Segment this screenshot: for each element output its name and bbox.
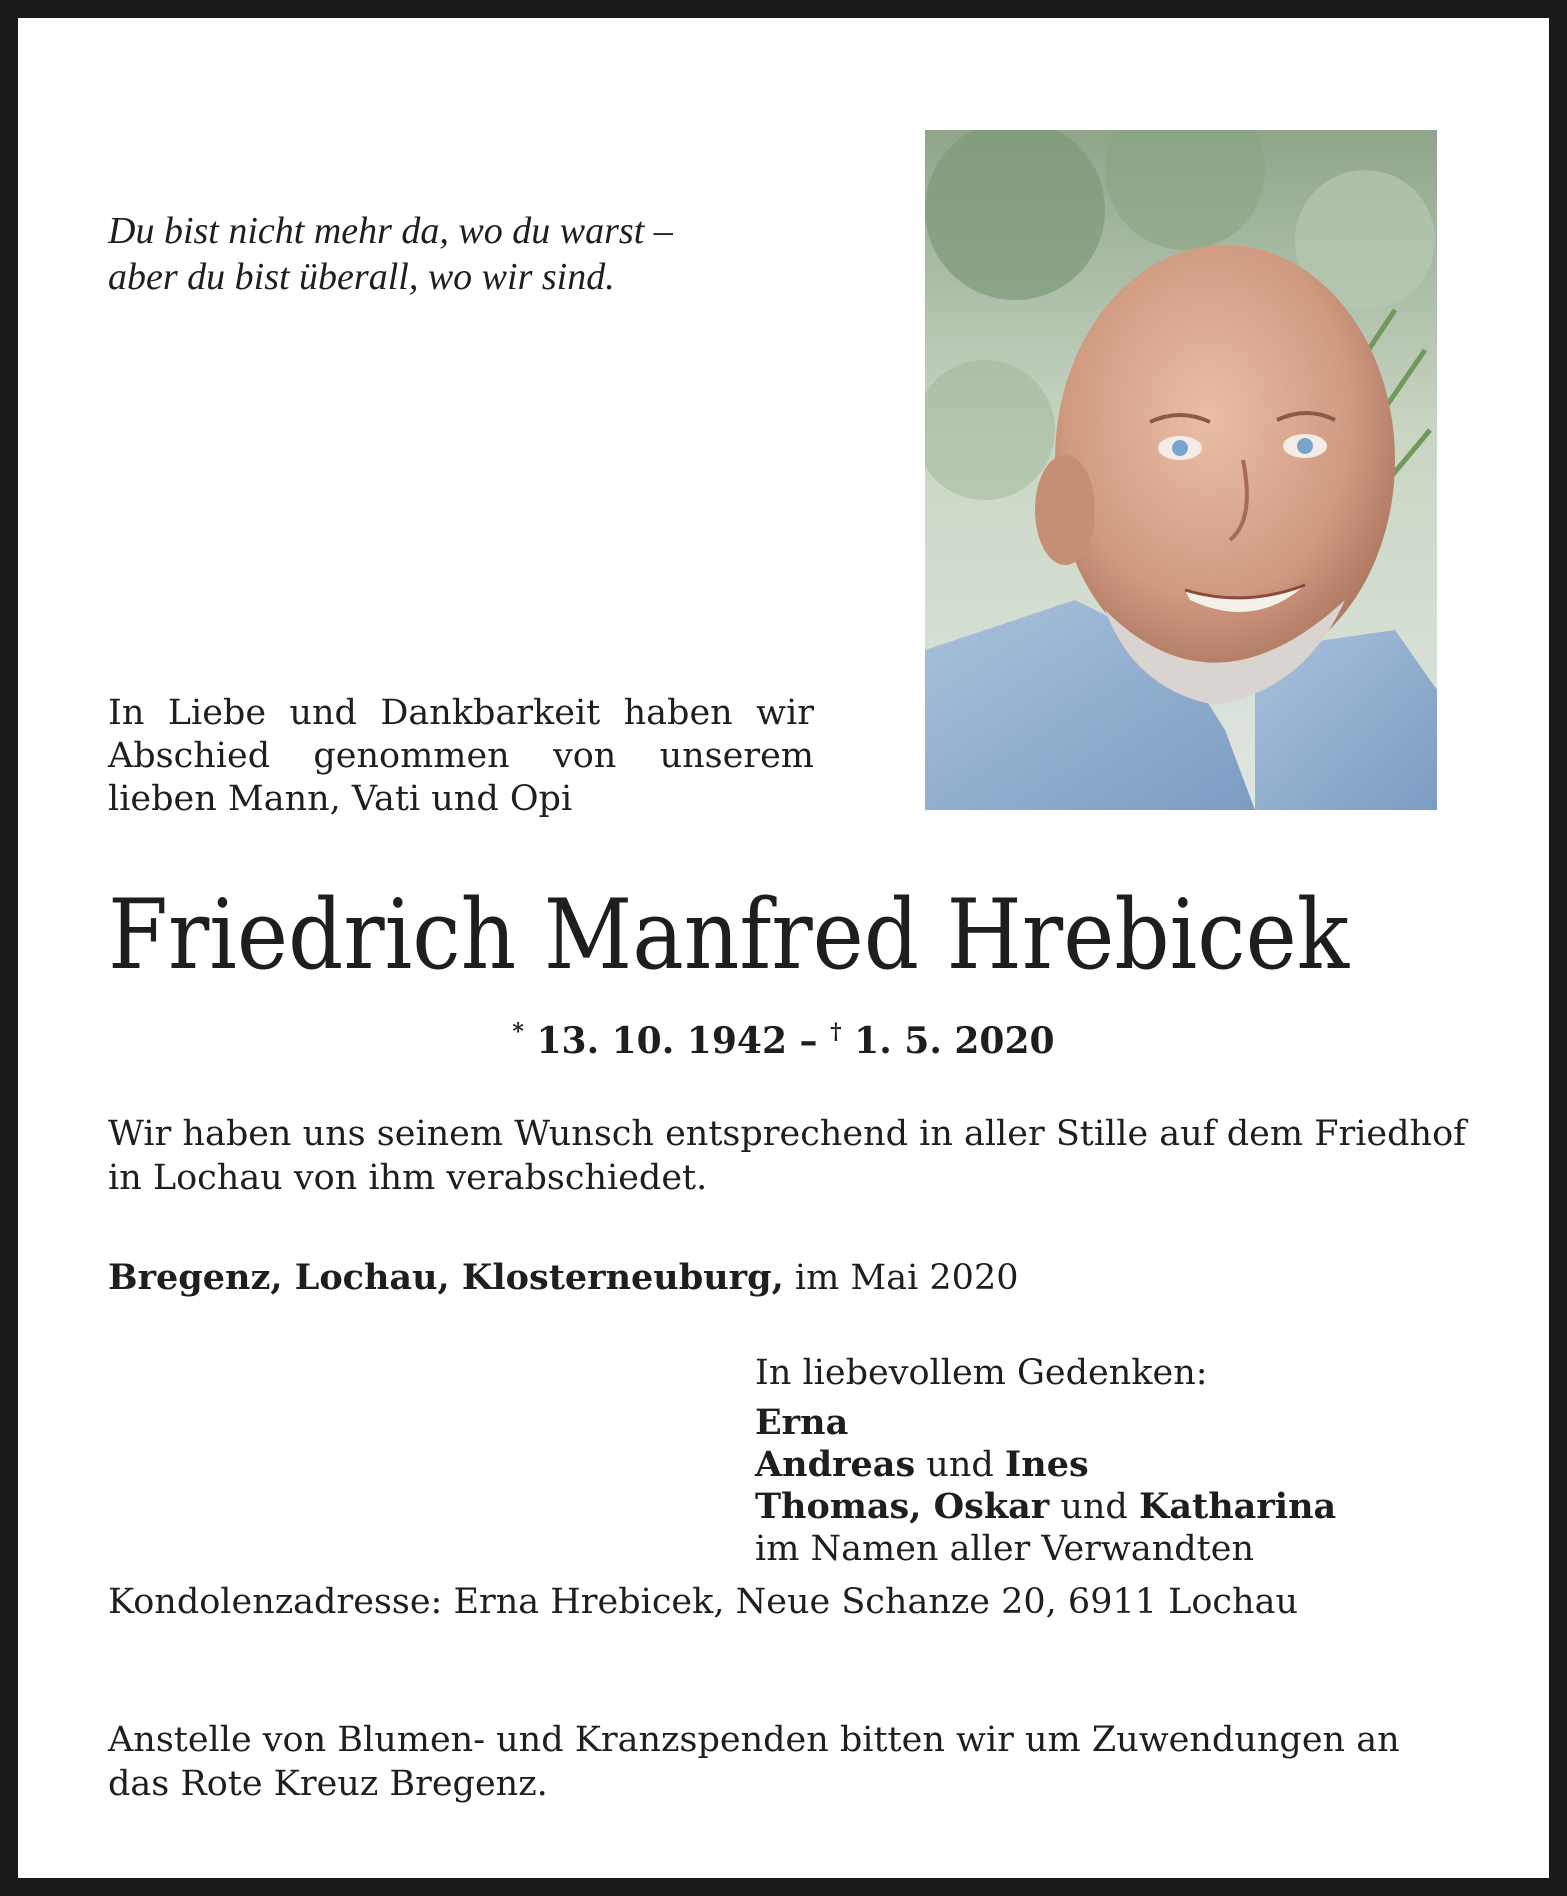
mourner-name: Andreas (755, 1444, 916, 1485)
mourner-line-3 (755, 1486, 1455, 1528)
death-symbol: † (830, 1019, 842, 1045)
date-separator: – (799, 1020, 818, 1062)
places: Bregenz, Lochau, Klosterneuburg, (108, 1257, 784, 1298)
conjunction: und (915, 1445, 1005, 1485)
quote-line-1: Du bist nicht mehr da, wo du warst – (108, 210, 673, 252)
mourner-name: Thomas, Oskar (755, 1486, 1050, 1527)
birth-date: 13. 10. 1942 (536, 1020, 787, 1062)
mourners-relatives: im Namen aller Verwandten (755, 1529, 1254, 1569)
mourner-line-1 (755, 1402, 1455, 1444)
mourner-name: Ines (1004, 1444, 1089, 1485)
life-dates (0, 1010, 1567, 1063)
condolence-address: Kondolenzadresse: Erna Hrebicek, Neue Schanze 20, 6911 Lochau (108, 1582, 1298, 1622)
places-date (108, 1256, 1470, 1300)
mourners-block (755, 1352, 1455, 1570)
quote-line-2: aber du bist überall, wo wir sind. (108, 256, 615, 298)
mourner-line-2 (755, 1444, 1455, 1486)
mourner-name: Katharina (1138, 1486, 1337, 1527)
donation-note: Anstelle von Blumen- und Kranzspenden bitten wir um Zuwendungen an das Rote Kreuz Bregenz. (108, 1720, 1400, 1804)
conjunction: und (1049, 1487, 1139, 1527)
mourner-name: Erna (755, 1402, 849, 1443)
portrait-photo (925, 130, 1437, 810)
place-date: im Mai 2020 (783, 1258, 1019, 1298)
farewell-text: Wir haben uns seinem Wunsch entsprechend in aller Stille auf dem Friedhof in Lochau von ihm verabschiedet. (108, 1114, 1467, 1198)
death-date: 1. 5. 2020 (854, 1020, 1055, 1062)
deceased-name: Friedrich Manfred Hrebicek (108, 879, 1350, 991)
mourners-heading: In liebevollem Gedenken: (755, 1353, 1208, 1393)
quote (108, 208, 748, 300)
intro-text: In Liebe und Dankbarkeit haben wir Abschied genommen von unserem lieben Mann, Vati und Opi (108, 693, 814, 819)
portrait-photo-icon (925, 130, 1437, 810)
birth-symbol: * (512, 1019, 524, 1045)
